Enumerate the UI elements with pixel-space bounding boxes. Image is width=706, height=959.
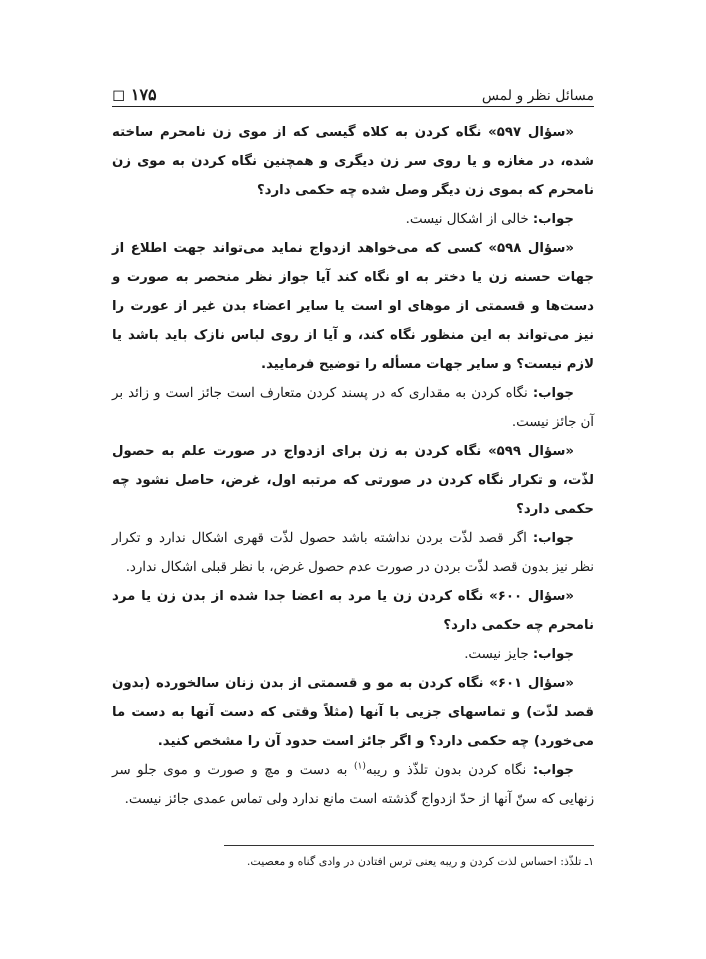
answer-text-continued: به دست و مچ و صورت و موی جلو سر زنهایی که سنّ آنها از حدّ ازدواج گذشته است مانع ندارد ولی تماس عمدی جائز نیست. (112, 763, 594, 807)
answer-text: نگاه کردن بدون تلذّذ و ریبه (365, 763, 533, 778)
question-599: «سؤال ۵۹۹» نگاه کردن به زن برای ازدواج در صورت علم به حصول لذّت، و تکرار نگاه کردن در صورتی که مرتبه اول، غرض، حاصل نشود چه حکمی دارد؟ (112, 444, 594, 517)
answer-label: جواب: (532, 647, 574, 662)
answer-label: جواب: (532, 763, 574, 778)
answer-label: جواب: (532, 212, 574, 227)
answer-label: جواب: (532, 531, 575, 546)
question-601: «سؤال ۶۰۱» نگاه کردن به مو و قسمتی از بدن زنان سالخورده (بدون قصد لذّت) و تماسهای جزیی با آنها (مثلاً وقتی که دست آنها به دست ما می‌خورد) چه حکمی دارد؟ و اگر جائز است حدود آن را مشخص کنید. (112, 676, 594, 749)
running-title: مسائل نظر و لمس (481, 88, 594, 104)
footnote: ۱ـ تلذّذ: احساس لذت کردن و ریبه یعنی ترس افتادن در وادی گناه و معصیت. (246, 855, 594, 868)
question-598: «سؤال ۵۹۸» کسی که می‌خواهد ازدواج نماید می‌تواند جهت اطلاع از جهات حسنه زن یا دختر به او نگاه کند آیا جواز نظر منحصر به صورت و دست‌ها و قسمتی از موهای او است یا سایر اعضاء بدن غیر از عورت را نیز می‌تواند به این منظور نگاه کند، و آیا از روی لباس نازک باید باشد یا لازم نیست؟ و سایر جهات مسأله را توضیح فرمایید. (112, 241, 594, 372)
question-597: «سؤال ۵۹۷» نگاه کردن به کلاه گیسی که از موی زن نامحرم ساخته شده، در مغازه و یا روی سر زن دیگری و همچنین نگاه کردن به موی زن نامحرم که بموی زن دیگر وصل شده چه حکمی دارد؟ (112, 125, 594, 198)
answer-597 (112, 205, 594, 234)
answer-text: نگاه کردن به مقداری که در پسند کردن متعارف است جائز است و زائد بر آن جائز نیست. (112, 386, 594, 430)
answer-text: اگر قصد لذّت بردن نداشته باشد حصول لذّت قهری اشکال ندارد و تکرار نظر نیز بدون قصد لذّت بردن در صورت عدم حصول غرض، با نظر قبلی اشکال ندارد. (112, 531, 594, 575)
question-600: «سؤال ۶۰۰» نگاه کردن زن یا مرد به اعضا جدا شده از بدن زن یا مرد نامحرم چه حکمی دارد؟ (112, 589, 594, 633)
page-number: ◻ ۱۷۵ (112, 85, 157, 104)
footnote-marker: (۱) (354, 761, 366, 772)
answer-599 (112, 524, 594, 582)
footnote-divider (224, 845, 594, 846)
page-body (112, 118, 594, 814)
answer-label: جواب: (532, 386, 574, 401)
page-header (112, 74, 594, 107)
answer-601 (112, 756, 594, 814)
answer-text: جایز نیست. (464, 647, 533, 662)
answer-600 (112, 640, 594, 669)
answer-text: خالی از اشکال نیست. (405, 212, 533, 227)
answer-598 (112, 379, 594, 437)
